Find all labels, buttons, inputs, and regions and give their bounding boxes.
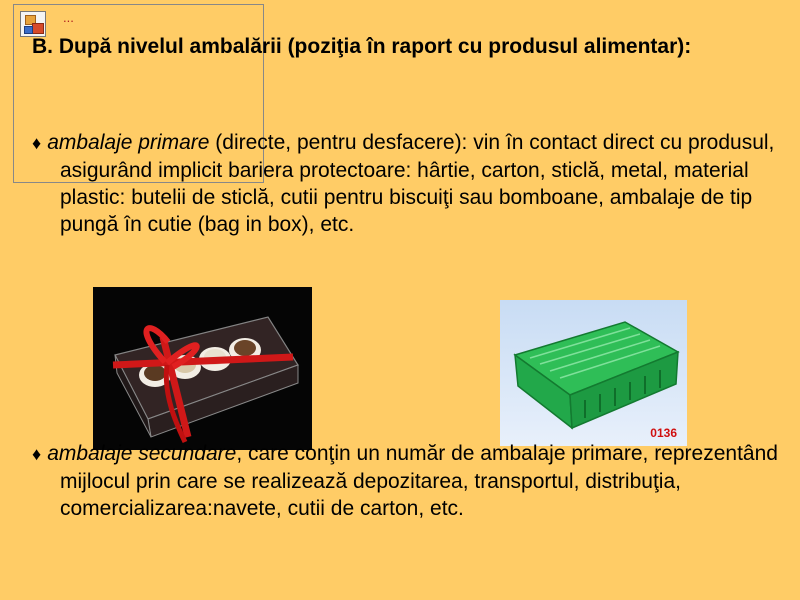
chocolate-box-illustration: [93, 287, 312, 450]
text-secondary: , care conţin un număr de ambalaje primare, reprezentând mijlocul prin care se realizează depozitarea, transportul, distribuţia, comercializarea:navete, cutii de carton, etc.: [60, 442, 778, 520]
paragraph-primary: [32, 129, 800, 238]
slide-heading: B. După nivelul ambalării (poziţia în raport cu produsul alimentar):: [32, 35, 692, 58]
bullet-icon: ♦: [32, 133, 42, 153]
plastic-crate-image: [500, 300, 687, 446]
bullet-icon: ♦: [32, 444, 42, 464]
crate-illustration: [500, 300, 687, 446]
term-secondary: ambalaje secundare: [47, 442, 237, 465]
chocolate-box-image: [93, 287, 312, 450]
term-primary: ambalaje primare: [47, 131, 210, 154]
crate-code-label: 0136: [650, 426, 677, 440]
text-primary: (directe, pentru desfacere): vin în contact direct cu produsul, asigurând implicit bariera protectoare: hârtie, carton, sticlă, metal, material plastic: butelii de sticlă, cutii pentru biscuiţi sau bomboane, ambalaje de tip pungă în cutie (bag in box), etc.: [60, 131, 775, 236]
paragraph-secondary: [32, 440, 800, 522]
placeholder-ellipsis: ...: [63, 10, 74, 25]
